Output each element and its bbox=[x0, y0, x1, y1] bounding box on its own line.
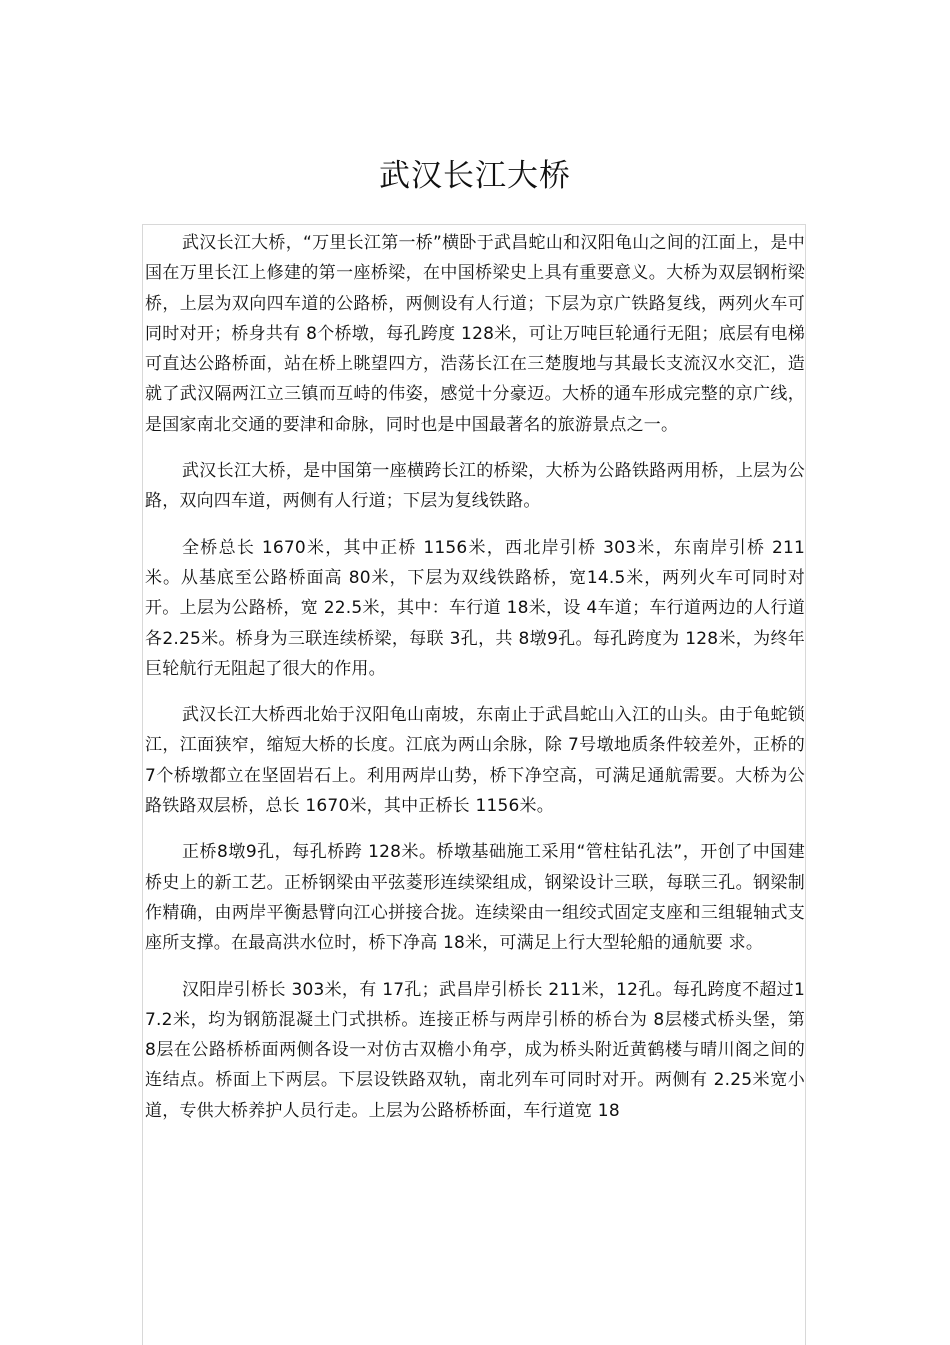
document-body bbox=[145, 228, 805, 1142]
paragraph-5: 正桥8墩9孔，每孔桥跨 128米。桥墩基础施工采用“管柱钻孔法”，开创了中国建桥史上的新工艺。正桥钢梁由平弦菱形连续梁组成，钢梁设计三联，每联三孔。钢梁制作精确，由两岸平衡悬臂向江心拼接合拢。连续梁由一组绞式固定支座和三组辊轴式支座所支撑。在最高洪水位时，桥下净高 18米，可满足上行大型轮船的通航要 求。 bbox=[145, 842, 805, 954]
paragraph-3: 全桥总长 1670米，其中正桥 1156米，西北岸引桥 303米，东南岸引桥 211米。从基底至公路桥面高 80米，下层为双线铁路桥，宽14.5米，两列火车可同时对开。上层为公路桥，宽 22.5米，其中：车行道 18米，设 4车道；车行道两边的人行道各2.25米。桥身为三联连续桥梁，每联 3孔，共 8墩9孔。每孔跨度为 128米，为终年巨轮航行无阻起了很大的作用。 bbox=[145, 537, 805, 679]
paragraph-4: 武汉长江大桥西北始于汉阳龟山南坡，东南止于武昌蛇山入江的山头。由于龟蛇锁江，江面狭窄，缩短大桥的长度。江底为两山余脉，除 7号墩地质条件较差外，正桥的 7个桥墩都立在坚固岩石上。利用两岸山势，桥下净空高，可满足通航需要。大桥为公路铁路双层桥，总长 1670米，其中正桥长 1156米。 bbox=[145, 705, 805, 817]
page-title: 武汉长江大桥 bbox=[379, 158, 571, 194]
paragraph-6: 汉阳岸引桥长 303米，有 17孔；武昌岸引桥长 211米，12孔。每孔跨度不超过17.2米，均为钢筋混凝土门式拱桥。连接正桥与两岸引桥的桥台为 8层楼式桥头堡，第 8层在公路桥桥面两侧各设一对仿古双檐小角亭，成为桥头附近黄鹤楼与晴川阁之间的连结点。桥面上下两层。下层设铁路双轨，南北列车可同时对开。两侧有 2.25米宽小道，专供大桥养护人员行走。上层为公路桥桥面，车行道宽 18 bbox=[145, 979, 805, 1121]
paragraph-1: 武汉长江大桥，“万里长江第一桥”横卧于武昌蛇山和汉阳龟山之间的江面上，是中国在万里长江上修建的第一座桥梁，在中国桥梁史上具有重要意义。大桥为双层钢桁梁桥，上层为双向四车道的公路桥，两侧设有人行道；下层为京广铁路复线，两列火车可同时对开；桥身共有 8个桥墩，每孔跨度 128米，可让万吨巨轮通行无阻；底层有电梯可直达公路桥面，站在桥上眺望四方，浩荡长江在三楚腹地与其最长支流汉水交汇，造就了武汉隔两江立三镇而互峙的伟姿，感觉十分豪迈。大桥的通车形成完整的京广线，是国家南北交通的要津和命脉，同时也是中国最著名的旅游景点之一。 bbox=[145, 233, 805, 435]
paragraph-2: 武汉长江大桥，是中国第一座横跨长江的桥梁，大桥为公路铁路两用桥，上层为公路，双向四车道，两侧有人行道；下层为复线铁路。 bbox=[145, 461, 805, 512]
